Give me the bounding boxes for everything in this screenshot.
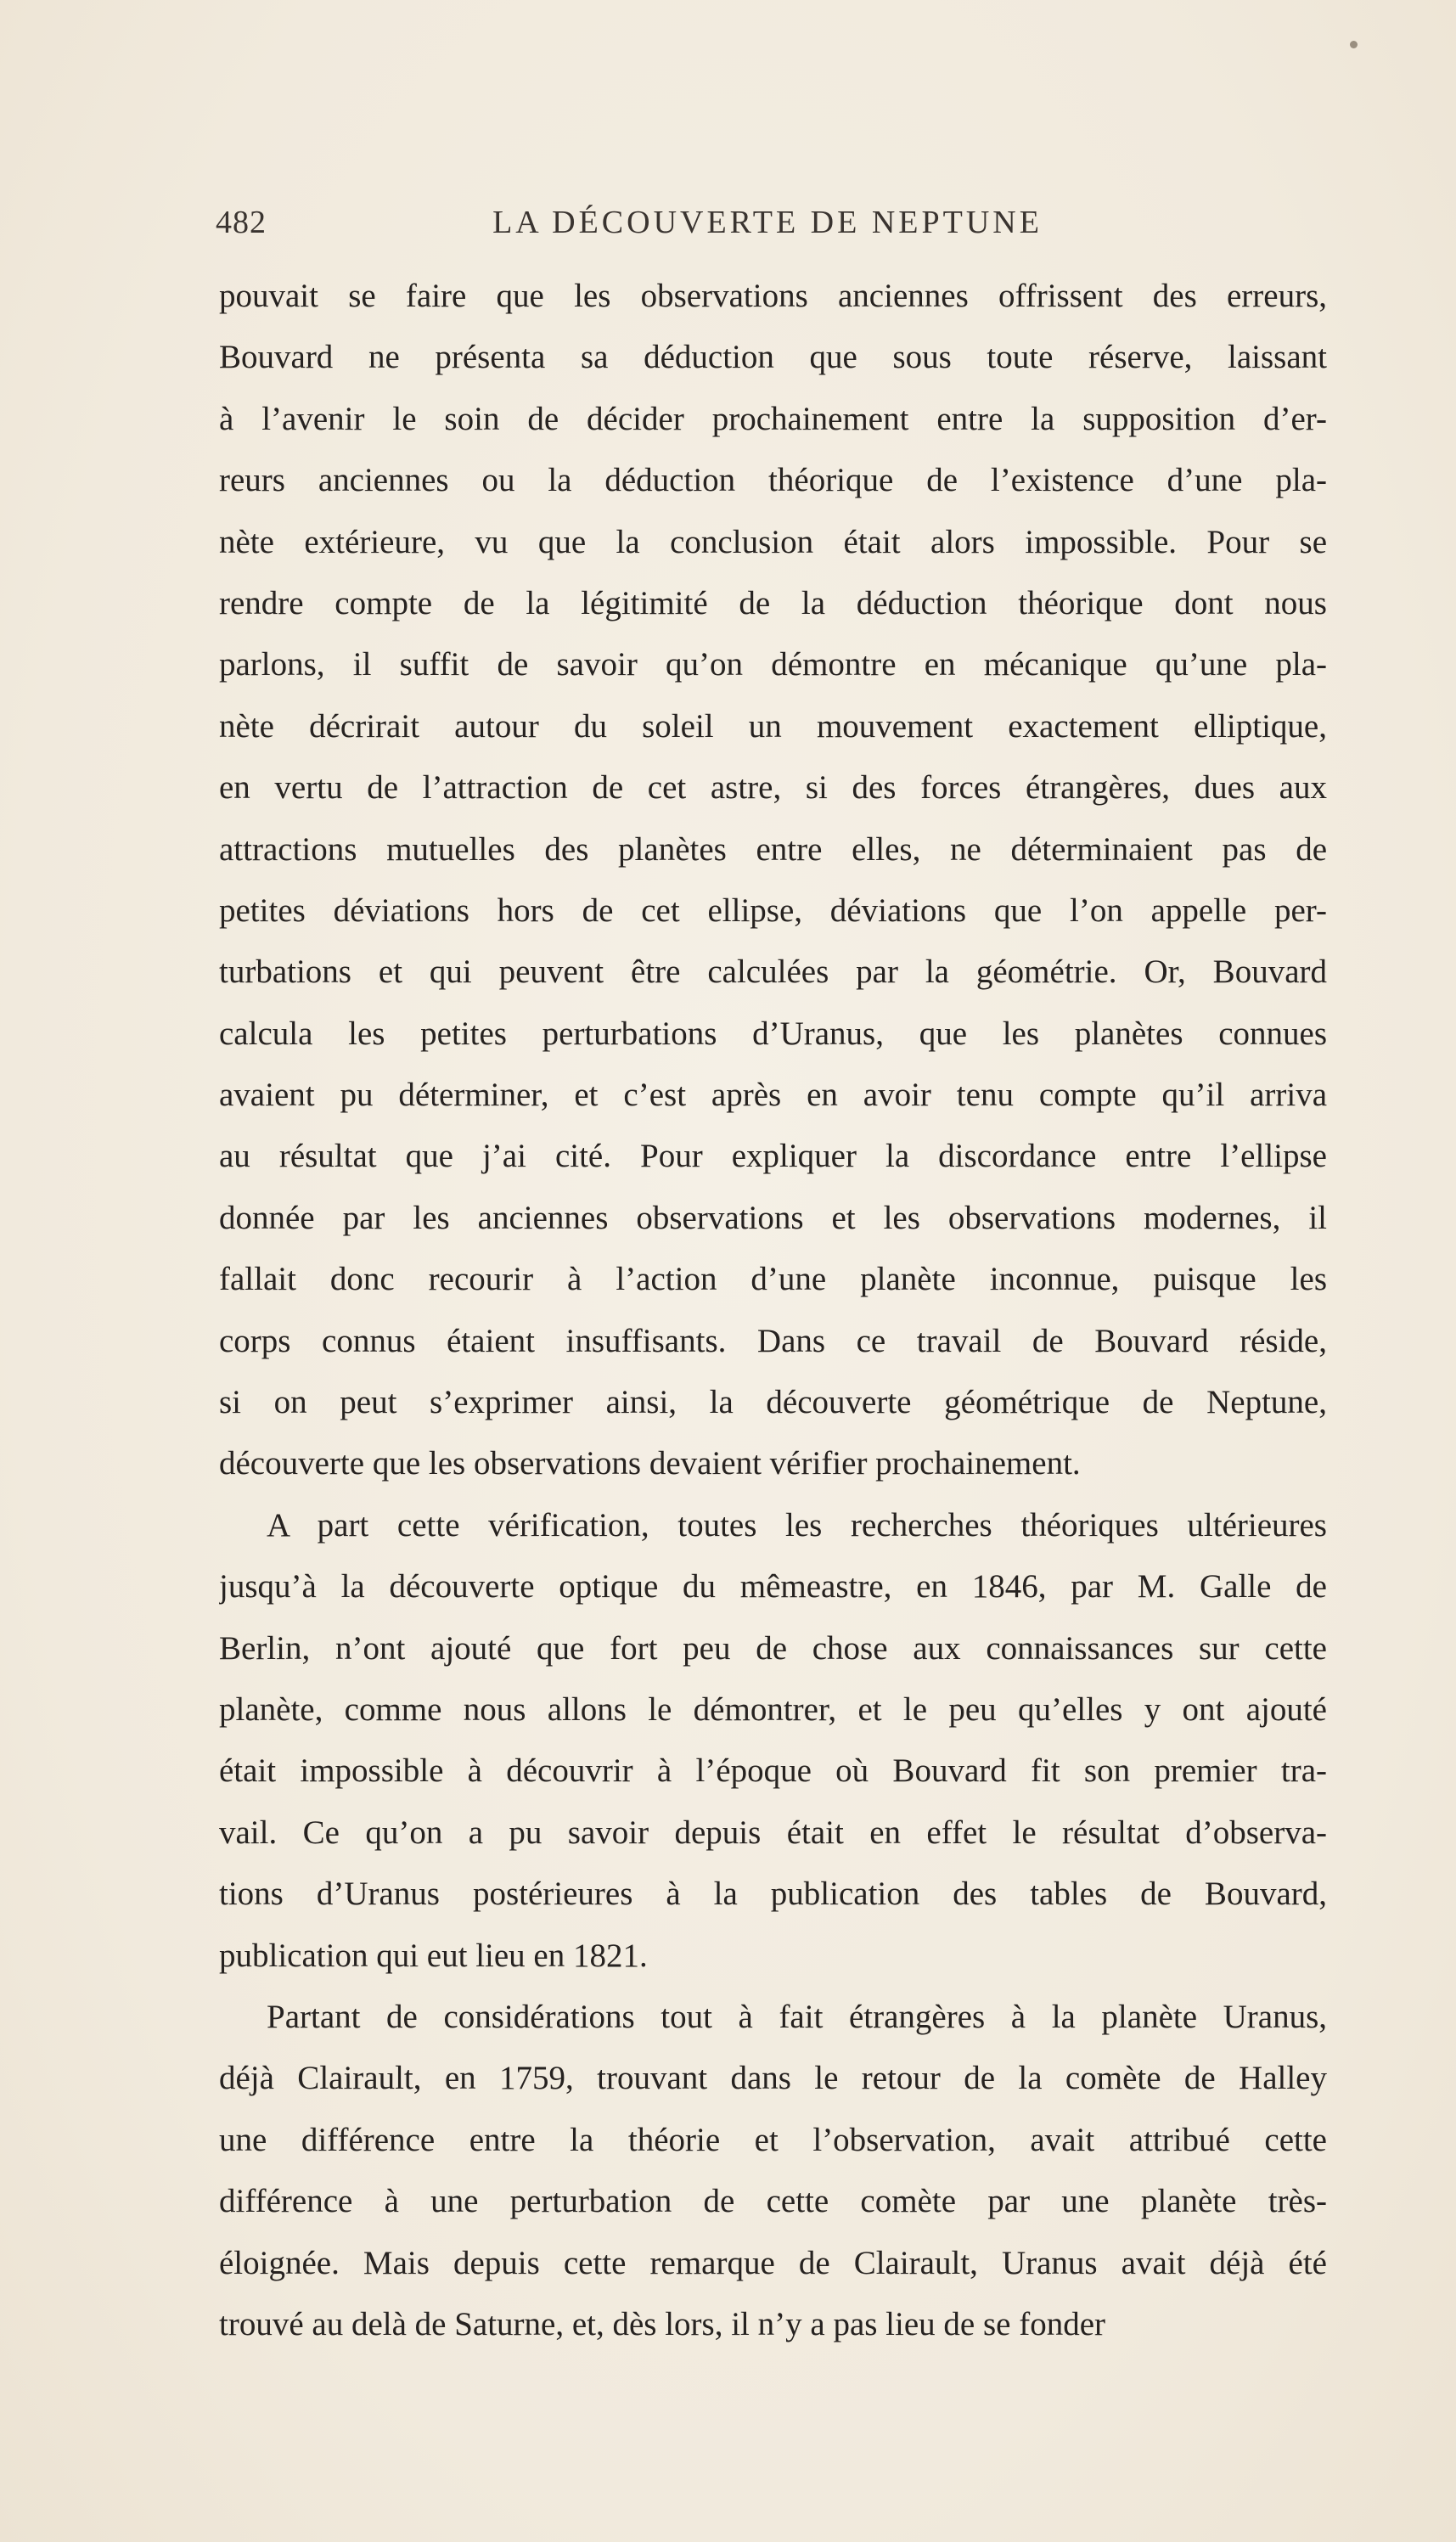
text-line: Berlin, n’ont ajouté que fort peu de chose aux connaissances sur cette xyxy=(219,1629,1327,1667)
text-line: au résultat que j’ai cité. Pour expliquer la discordance entre l’ellipse xyxy=(219,1138,1327,1175)
text-line: parlons, il suffit de savoir qu’on démontre en mécanique qu’une pla- xyxy=(219,646,1327,683)
text-line: déjà Clairault, en 1759, trouvant dans le retour de la comète de Halley xyxy=(219,2060,1327,2097)
text-line: nète extérieure, vu que la conclusion était alors impossible. Pour se xyxy=(219,523,1327,560)
text-line: avaient pu déterminer, et c’est après en avoir tenu compte qu’il arriva xyxy=(219,1077,1327,1114)
text-line: trouvé au delà de Saturne, et, dès lors, il n’y a pas lieu de se fonder xyxy=(219,2305,1105,2342)
text-line: Bouvard ne présenta sa déduction que sous toute réserve, laissant xyxy=(219,339,1327,376)
text-line: corps connus étaient insuffisants. Dans ce travail de Bouvard réside, xyxy=(219,1322,1327,1359)
text-line: jusqu’à la découverte optique du mêmeastre, en 1846, par M. Galle de xyxy=(219,1568,1327,1606)
text-line: fallait donc recourir à l’action d’une planète inconnue, puisque les xyxy=(219,1261,1327,1298)
text-line: différence à une perturbation de cette comète par une planète très- xyxy=(219,2183,1327,2220)
text-line: calcula les petites perturbations d’Uranus, que les planètes connues xyxy=(219,1015,1327,1052)
text-line: était impossible à découvrir à l’époque où Bouvard fit son premier tra- xyxy=(219,1752,1327,1790)
text-line: pouvait se faire que les observations anciennes offrissent des erreurs, xyxy=(219,278,1327,314)
text-line: reurs anciennes ou la déduction théorique de l’existence d’une pla- xyxy=(219,462,1327,499)
text-line: en vertu de l’attraction de cet astre, si des forces étrangères, dues aux xyxy=(219,769,1327,807)
text-line: à l’avenir le soin de décider prochainement entre la supposition d’er- xyxy=(219,400,1327,437)
text-line: Partant de considérations tout à fait étrangères à la planète Uranus, xyxy=(267,1998,1327,2035)
text-line: éloignée. Mais depuis cette remarque de Clairault, Uranus avait déjà été xyxy=(219,2244,1327,2281)
text-line: si on peut s’exprimer ainsi, la découverte géométrique de Neptune, xyxy=(219,1384,1327,1421)
paragraph xyxy=(219,1495,1327,1987)
paragraph xyxy=(219,266,1327,1495)
text-line: donnée par les anciennes observations et les observations modernes, il xyxy=(219,1199,1327,1236)
text-line: planète, comme nous allons le démontrer, et le peu qu’elles y ont ajouté xyxy=(219,1690,1327,1728)
page-number: 482 xyxy=(216,205,267,240)
text-line: vail. Ce qu’on a pu savoir depuis était en effet le résultat d’observa- xyxy=(219,1814,1327,1851)
text-line: une différence entre la théorie et l’observation, avait attribué cette xyxy=(219,2121,1327,2158)
text-line: petites déviations hors de cet ellipse, déviations que l’on appelle per- xyxy=(219,891,1327,929)
text-line: attractions mutuelles des planètes entre elles, ne déterminaient pas de xyxy=(219,830,1327,868)
page-header xyxy=(216,204,1319,255)
text-line: rendre compte de la légitimité de la déduction théorique dont nous xyxy=(219,584,1327,621)
text-line: découverte que les observations devaient vérifier prochainement. xyxy=(219,1445,1081,1482)
text-line: turbations et qui peuvent être calculées par la géométrie. Or, Bouvard xyxy=(219,953,1327,991)
text-line: publication qui eut lieu en 1821. xyxy=(219,1937,648,1974)
text-line: nète décrirait autour du soleil un mouvement exactement elliptique, xyxy=(219,707,1327,745)
ink-spot xyxy=(1350,41,1358,48)
running-title: LA DÉCOUVERTE DE NEPTUNE xyxy=(492,205,1043,240)
text-line: A part cette vérification, toutes les recherches théoriques ultérieures xyxy=(267,1506,1327,1544)
text-line: tions d’Uranus postérieures à la publication des tables de Bouvard, xyxy=(219,1876,1327,1913)
paragraph xyxy=(219,1987,1327,2355)
body-text xyxy=(219,266,1327,2355)
